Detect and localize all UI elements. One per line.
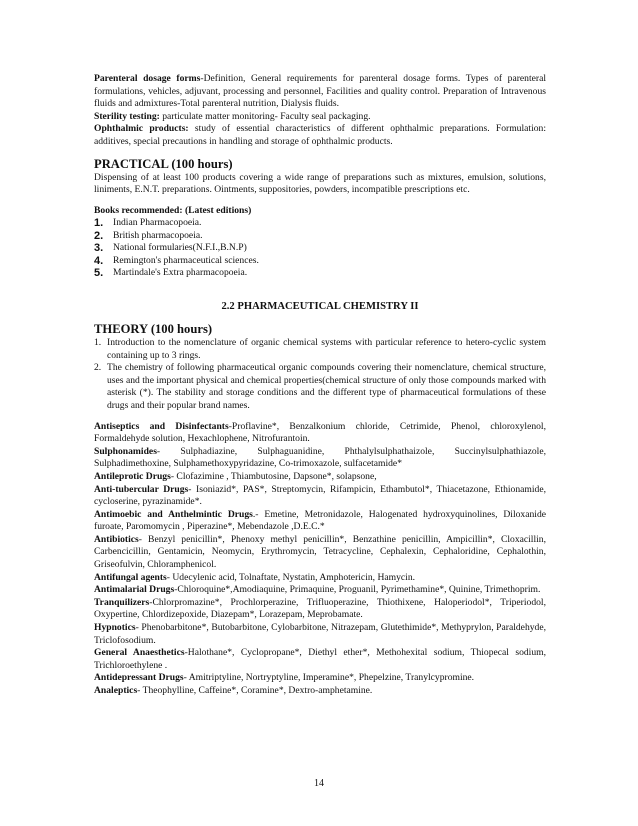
theory-list [94,337,546,413]
intro-text: particulate matter monitoring- Faculty seal packaging. [159,110,371,122]
intro-term: Sterility testing: [94,110,160,122]
drug-class [94,622,546,647]
drug-class-text: - Isoniazid*, PAS*, Streptomycin, Rifampicin, Ethambutol*, Thiacetazone, Ethionamide, cycloserine, pyrazinamide*. [94,483,546,508]
theory-item [94,362,546,412]
practical-heading: PRACTICAL (100 hours) [94,156,233,171]
theory-heading: THEORY (100 hours) [94,321,213,336]
drug-class-text: -Chlorpromazine*, Prochlorperazine, Trifluoperazine, Thiothixene, Haloperiodol*, Triperiodol, Oxypertine, Chlordizepoxide, Diazepam*, Lorazepam, Meprobamate. [94,596,546,621]
drug-class [94,471,546,484]
drug-class-term: Antimoebic and Anthelmintic Drugs [94,508,253,520]
book-text: Remington's pharmaceutical sciences. [113,254,259,266]
drug-class [94,446,546,471]
drug-class-term: Antileprotic Drugs [94,470,171,482]
drug-class [94,509,546,534]
drug-class-text: -Chloroquine*,Amodiaquine, Primaquine, Proguanil, Pyrimethamine*, Quinine, Trimethoprim. [174,584,541,596]
drug-classes [94,421,546,698]
drug-class [94,672,546,685]
drug-class-term: Antiseptics and Disinfectants [94,420,229,432]
intro-term: Parenteral dosage forms [94,73,201,84]
drug-class-term: Hypnotics [94,622,136,634]
practical-text: Dispensing of at least 100 products covering a wide range of preparations such as mixtures, emulsion, solutions, liniments, E.N.T. preparations. Ointments, suppositories, powders, incompatible prescriptions etc. [94,171,546,196]
intro-text: -Definition, General requirements for parenteral dosage forms. Types of parenteral formulations, vehicles, adjuvant, processing and personnel, Facilities and quality control. Preparation of Intravenous fluids and admixtures-Total parenteral nutrition, Dialysis fluids. [94,73,546,110]
drug-class [94,597,546,622]
book-number: 3. [94,242,104,255]
drug-class-text: -Halothane*, Cyclopropane*, Diethyl ether*, Methohexital sodium, Thiopecal sodium, Trichloroethylene . [94,647,546,671]
theory-text: The chemistry of following pharmaceutical organic compounds covering their nomenclature, chemical structure, uses and the important physical and chemical properties(chemical structure of only those compounds marked with asterisk (*). The stability and storage conditions and the different type of pharmaceutical formulations of these drugs and their popular brand names. [107,362,546,411]
book-item [94,242,546,254]
book-item [94,255,546,267]
intro-section [94,73,546,149]
drug-class-text: -Proflavine*, Benzalkonium chloride, Cetrimide, Phenol, chloroxylenol, Formaldehyde solution, Hexachlophene, Nitrofurantoin. [94,420,547,445]
drug-class-term: Tranquilizers [94,596,150,608]
theory-number: 1. [94,336,102,348]
drug-class-term: Sulphonamides [94,445,157,457]
drug-class-term: Antidepressant Drugs [94,672,184,684]
drug-class [94,534,546,572]
intro-text: study of essential characteristics of different ophthalmic preparations. Formulation: additives, special precautions in handling and storage of ophthalmic products. [94,123,546,147]
books-title: Books recommended: (Latest editions) [94,204,252,216]
drug-class-term: Antimalarial Drugs [94,584,175,596]
books-list [94,217,546,279]
intro-term: Ophthalmic products: [94,123,189,135]
drug-class-text: - Amitriptyline, Nortryptyline, Imperamine*, Phepelzine, Tranylcypromine. [183,672,475,684]
theory-text: Introduction to the nomenclature of organic chemical systems with particular reference to hetero-cyclic system containing up to 3 rings. [107,336,546,361]
book-text: National formularies(N.F.I.,B.N.P) [113,242,247,254]
page-number: 14 [314,778,324,789]
drug-class [94,484,546,509]
book-number: 5. [94,266,104,279]
drug-class-term: Antibiotics [94,533,139,545]
drug-class-term: General Anaesthetics [94,647,185,659]
intro-paragraph [94,111,546,124]
drug-class [94,647,546,672]
drug-class [94,572,546,585]
intro-paragraph [94,73,546,111]
drug-class-text: - Udecylenic acid, Tolnaftate, Nystatin, Amphotericin, Hamycin. [166,571,416,583]
theory-number: 2. [94,362,102,374]
section-title: 2.2 PHARMACEUTICAL CHEMISTRY II [221,301,419,313]
drug-class [94,685,546,698]
drug-class-text: .- Emetine, Metronidazole, Halogenated hydroxyquinolines, Diloxanide furoate, Paromomycin , Piperazine*, Mebendazole ,D.E.C.* [94,508,546,533]
drug-class-text: - Theophylline, Caffeine*, Coramine*, Dextro-amphetamine. [137,685,373,696]
book-number: 4. [94,254,104,267]
drug-class-text: - Phenobarbitone*, Butobarbitone, Cylobarbitone, Nitrazepam, Glutethimide*, Methyprylon, Paraldehyde, Triclofosodium. [94,622,546,646]
drug-class-term: Antifungal agents [94,571,167,583]
drug-class-text: - Clofazimine , Thiambutosine, Dapsone*, solapsone, [170,470,377,482]
book-number: 2. [94,229,104,242]
book-number: 1. [94,217,104,230]
intro-paragraph [94,123,546,148]
book-text: British pharmacopoeia. [113,229,203,241]
book-item [94,217,546,229]
document-page [94,73,546,698]
drug-class-text: - Sulphadiazine, Sulphaguanidine, Phthalylsulphathaizole, Succinylsulphathiazole, Sulphadimethoxine, Sulphamethoxypyridazine, Co-trimoxazole, sulfacetamide* [94,445,546,470]
drug-class-term: Analeptics [94,685,138,696]
book-item [94,267,546,279]
theory-item [94,337,546,362]
drug-class-text: - Benzyl penicillin*, Phenoxy methyl penicillin*, Benzathine penicillin, Ampicillin*, Cloxacillin, Carbencicillin, Gentamicin, Neomycin, Erythromycin, Tetracycline, Cephalexin, Cephaloridine, Cephalothin, Griseofulvin, Chloramphenicol. [94,533,546,571]
book-text: Indian Pharmacopoeia. [113,217,202,229]
drug-class [94,584,546,597]
drug-class-term: Anti-tubercular Drugs [94,483,189,495]
book-text: Martindale's Extra pharmacopoeia. [113,266,248,278]
book-item [94,230,546,242]
drug-class [94,421,546,446]
